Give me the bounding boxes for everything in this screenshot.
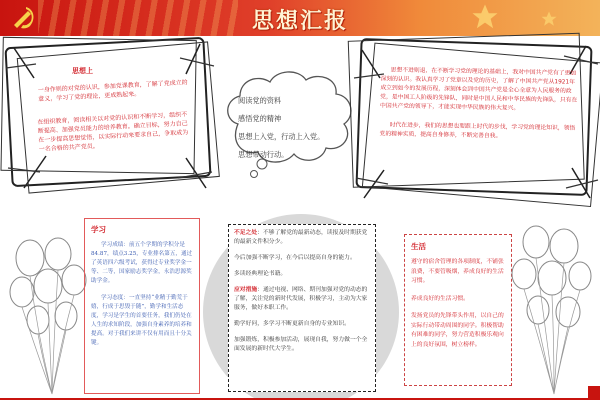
thought-section (37, 66, 189, 153)
study-paragraph: 学习成绩：前五个学期的学积分是84.87，绩点3.25，专业排名第五，通过了英语四六级考试，获得过专业奖学金一等、二等，国家励志奖学金，永浩思源奖助学金。 (91, 242, 193, 284)
header-banner (0, 0, 600, 36)
life-panel (404, 234, 512, 386)
improvement-item (234, 270, 370, 279)
cloud-text (238, 92, 358, 164)
page-title: 思想汇报 (251, 8, 348, 34)
item-label: 不足之处 (234, 230, 258, 236)
item-text: 勤学好问，多学习不断更新自身的专业知识。 (234, 321, 350, 327)
cloud-line: 感悟党的精神 (238, 114, 282, 123)
star-icon (470, 2, 500, 32)
study-panel (84, 218, 200, 394)
item-text: 多读经典理论书籍。 (234, 271, 287, 277)
star-icon (540, 10, 558, 28)
item-text: 今后加强不断学习，在今后以提高自身的能力。 (234, 255, 356, 261)
thought-paragraph: 思想不进则退，在不断学习党的理论的基础上，我对中国共产党有了更加深刻的认识。我认真学习了党章以及党的历史，了解了中国共产党从1921年成立到如今的发展历程，深刻体会到中国共产党是全心全意为人民服务的政党，是中国工人阶级的先锋队，同时是中国人民和中华民族的先锋队，只有在中国共产党的领导下，才能实现中华民族的伟大复兴。 (379, 67, 578, 112)
cloud-line: 阅读党的资料 (238, 96, 282, 105)
life-paragraph: 发扬党员的先锋带头作用，以自己的实际行动带动周围的同学。积极帮助有困难的同学，努力营造积极乐观向上的良好氛围，树立榜样。 (411, 313, 504, 348)
item-text: 加强锻炼，积极参加活动，展现自我，努力做一个全面发展的新时代大学生。 (234, 337, 368, 352)
item-label: 应对措施 (234, 287, 258, 293)
cloud-line: 思想上入党，行动上入党。 (238, 132, 325, 141)
improvement-item (234, 254, 370, 263)
panel-title: 生活 (411, 242, 426, 251)
thought-paragraph: 一身作则的对党的认识，参加党课教育，了解了党成立的意义，学习了党的理论，更成熟起来。 (37, 79, 188, 103)
improvement-item (234, 286, 370, 313)
cloud-line: 思想带动行动。 (238, 150, 289, 159)
improvement-item (234, 320, 370, 329)
improvement-panel (228, 224, 376, 392)
study-paragraph: 学习态度：一直坚持“业精于勤荒于嬉，行成于思毁于随”，勤学和生活态度，学习是学生的首要任务，我们仍处在人生的求知阶段，加强自身素养的培养和提高。对于我们来讲不仅有用而且十分关键。 (91, 295, 192, 346)
thought-paragraph: 在组织教育，阅读相关以对党的认识和不断学习，组织不断提高、加强党员能力的培养教育。确立目标，努力自己在一步提高思想觉悟，以实际行动来要求自己，争取成为一名合格的共产党员。 (37, 111, 189, 153)
corner-decoration (588, 386, 600, 400)
improvement-item (234, 336, 370, 354)
improvement-item (234, 229, 370, 247)
life-paragraph: 遵守的宿舍管理的各项制度，不铺张浪费，不要管吸烟，养成良好的生活习惯。 (411, 259, 504, 284)
thought-right-text (379, 66, 578, 152)
balloons-left-illustration (8, 236, 96, 400)
section-heading: 思想上 (72, 67, 93, 75)
item-text: ：不够了解党的最新动态，读报及时期获党的最新文件积分少。 (234, 230, 368, 245)
balloons-right-illustration (506, 222, 596, 400)
thought-paragraph: 时代在进步，我们的思想也要跟上时代的步伐，学习党的理论知识，领悟党的精神实质，提高自身修养，不断完善自我。 (379, 122, 576, 140)
panel-title: 学习 (91, 225, 106, 234)
item-text: ：通过电视、网络、期刊加强对党的动态的了解，关注党的新时代发展，积极学习，主动为大家服务，做好本职工作。 (234, 287, 368, 311)
life-paragraph: 养成良好的生活习惯。 (411, 295, 469, 302)
